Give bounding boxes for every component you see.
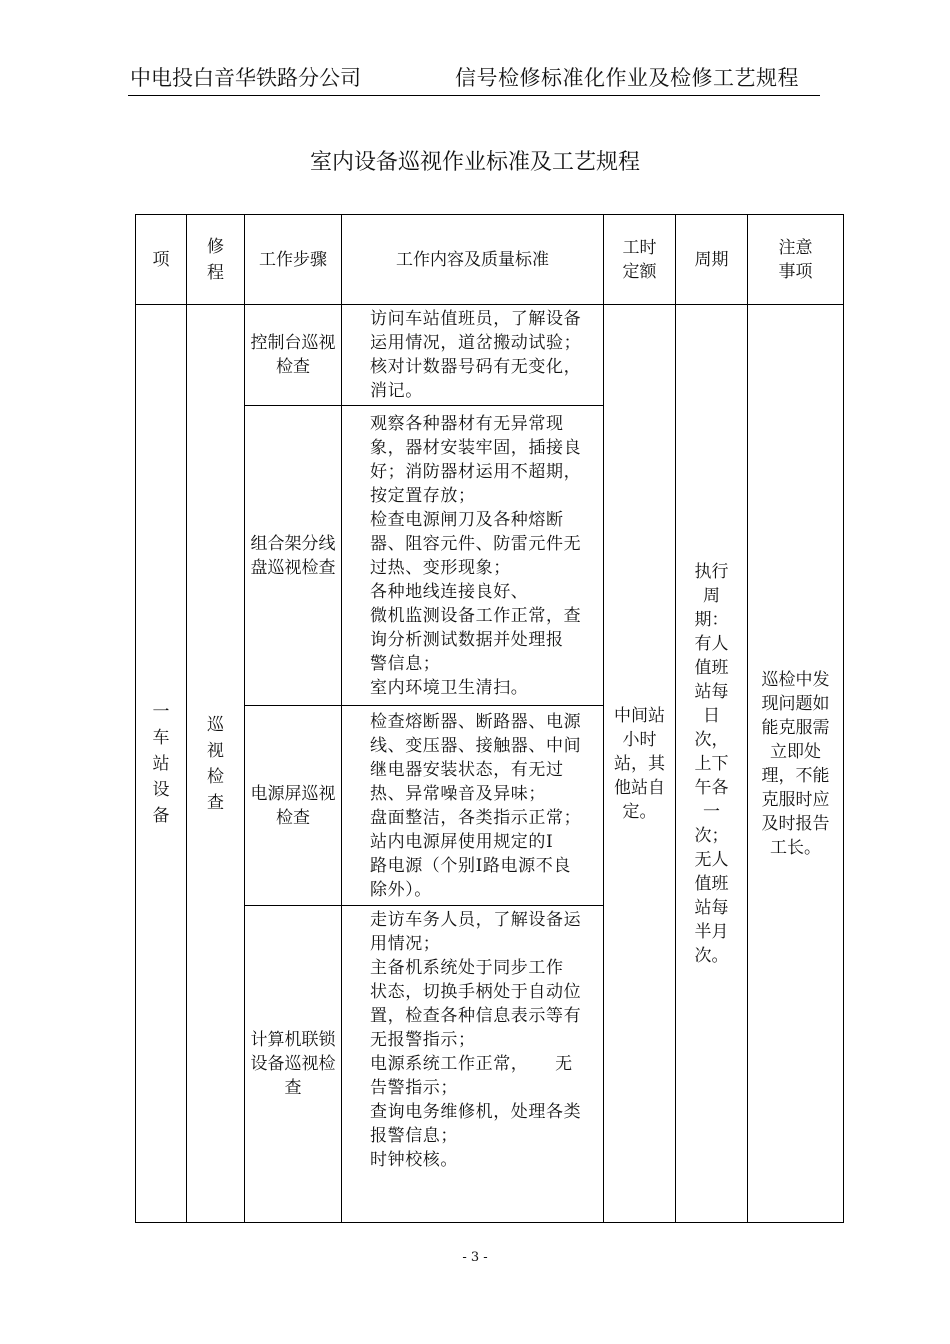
step-cell: 电源屏巡视检查: [245, 706, 342, 906]
header-document-name: 信号检修标准化作业及检修工艺规程: [455, 66, 799, 90]
step-cell: 计算机联锁设备巡视检查: [245, 906, 342, 1223]
col-header-cycle: 周期: [676, 215, 748, 305]
item-cell: 一车站设备: [136, 305, 187, 1223]
col-header-item: 项: [136, 215, 187, 305]
cycle-cell: 执行周期：有人值班站每日次，上下午各一次；无人值班站每半月次。: [676, 305, 748, 1223]
page-number: - 3 -: [462, 1250, 488, 1265]
header-rule: [128, 95, 820, 96]
inspection-table: [135, 214, 844, 1223]
step-cell: 控制台巡视检查: [245, 305, 342, 406]
col-header-time-quota: 工时定额: [604, 215, 676, 305]
col-header-process: 修程: [187, 215, 245, 305]
process-cell: 巡视检查: [187, 305, 245, 1223]
table-row: [136, 305, 844, 406]
content-cell: 观察各种器材有无异常现 象，器材安装牢固，插接良 好；消防器材运用不超期， 按定置存放； 检查电源闸刀及各种熔断 器、阻容元件、防雷元件无 过热、变形现象； 各种地线连接良好、 微机监测设备工作正常，查 询分析测试数据并处理报 警信息； 室内环境卫生清扫。: [342, 406, 604, 706]
content-cell: 访问车站值班员，了解设备 运用情况，道岔搬动试验； 核对计数器号码有无变化， 消记。: [342, 305, 604, 406]
time-quota-cell: 中间站 小时站，其他站自定。: [604, 305, 676, 1223]
col-header-step: 工作步骤: [245, 215, 342, 305]
notes-cell: 巡检中发现问题如能克服需立即处理，不能克服时应及时报告工长。: [748, 305, 844, 1223]
col-header-notes: 注意事项: [748, 215, 844, 305]
content-cell: 走访车务人员，了解设备运 用情况； 主备机系统处于同步工作 状态，切换手柄处于自动位 置，检查各种信息表示等有 无报警指示； 电源系统工作正常， 无 告警指示； 查询电务维修机，处理各类 报警信息； 时钟校核。: [342, 906, 604, 1223]
header-company: 中电投白音华铁路分公司: [130, 66, 361, 90]
step-cell: 组合架分线盘巡视检查: [245, 406, 342, 706]
page-title: 室内设备巡视作业标准及工艺规程: [309, 150, 640, 175]
content-cell: 检查熔断器、断路器、电源 线、变压器、接触器、中间 继电器安装状态，有无过 热、异常噪音及异味； 盘面整洁，各类指示正常； 站内电源屏使用规定的Ⅰ 路电源（个别Ⅰ路电源不良 除外）。: [342, 706, 604, 906]
col-header-content: 工作内容及质量标准: [342, 215, 604, 305]
table-header-row: [136, 215, 844, 305]
